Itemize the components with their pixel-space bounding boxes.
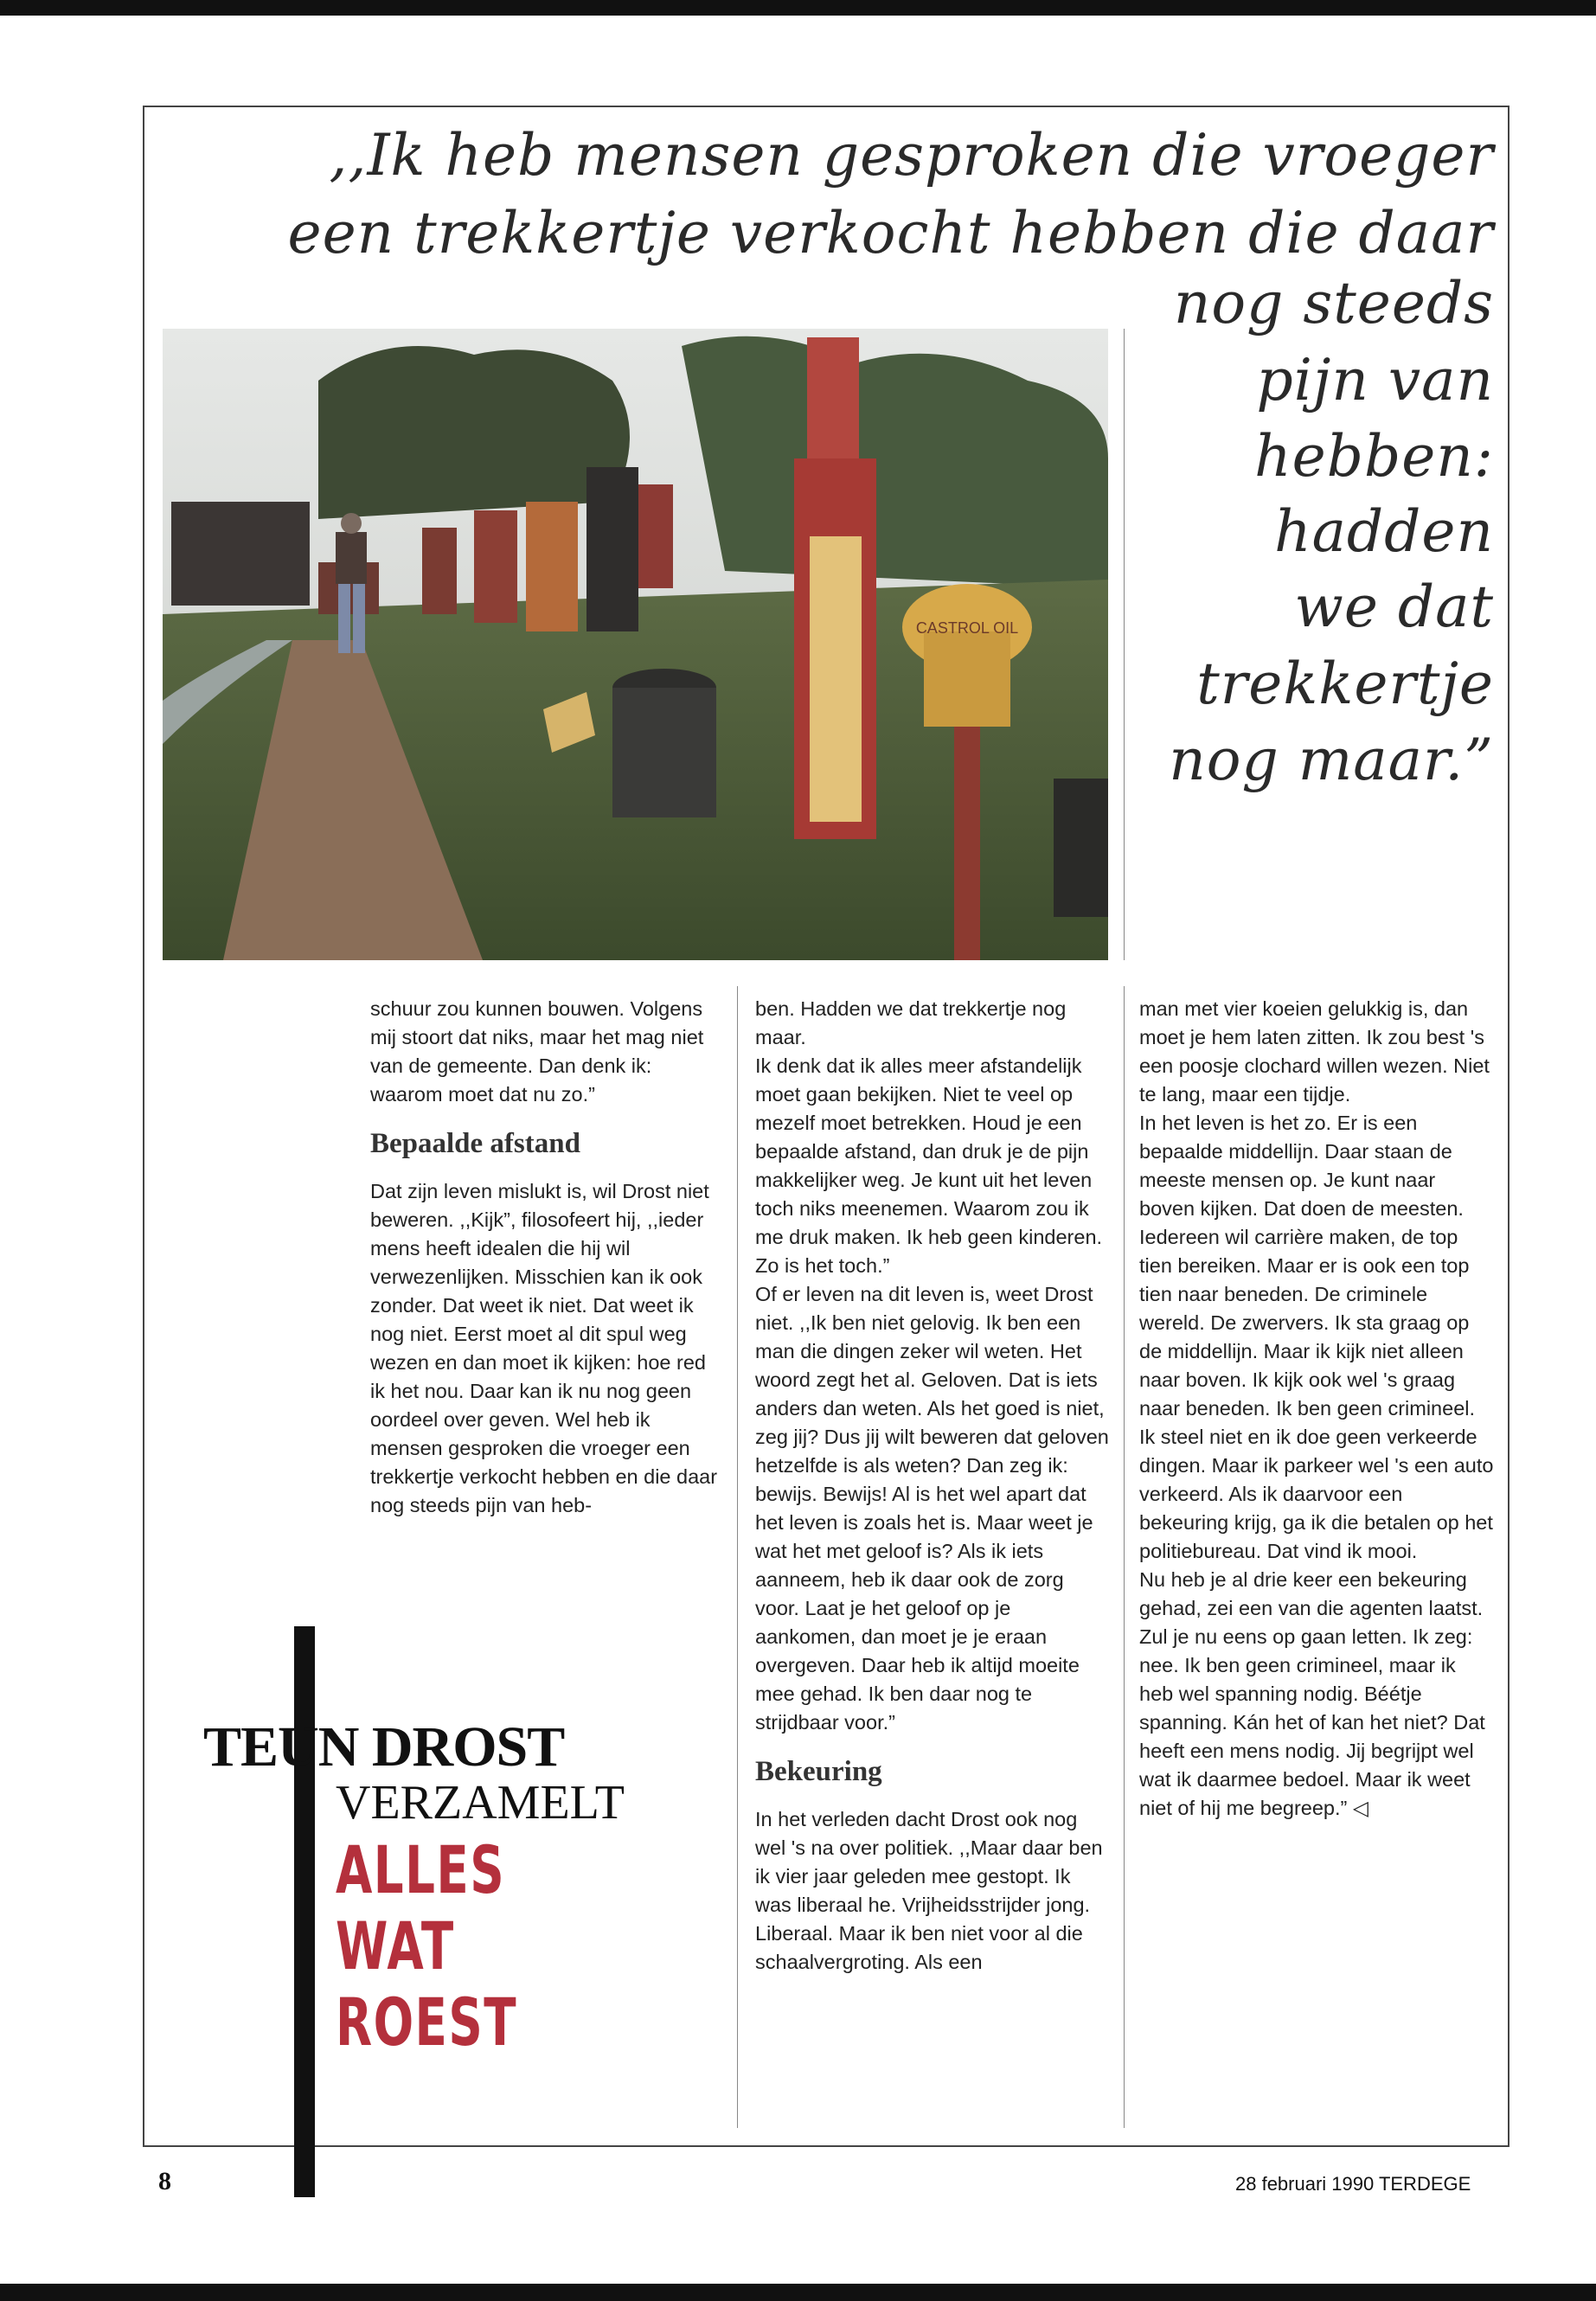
heading-bepaalde-afstand: Bepaalde afstand: [370, 1128, 580, 1159]
col2-p3: Of er leven na dit leven is, weet Drost niet. ,,Ik ben niet gelovig. Ik ben een man die dingen zeker wil weten. Het woord zegt het al. Geloven. Dat is iets anders dan weten. Als het goed is niet, zeg jij? Dus jij wilt beweren dat geloven hetzelfde is als weten? Dan zeg ik: bewijs. Bewijs! Al is het wel apart dat het leven is zoals het is. Maar weet je wat het met geloof is? Als ik iets aanneem, heb ik daar ook de zorg voor. Laat je het geloof op je aankomen, dan moet je je eraan overgeven. Daar heb ik altijd moeite mee gehad. Ik ben daar nog te strijdbaar voor.”: [755, 1283, 1109, 1734]
col2-p4: In het verleden dacht Drost ook nog wel 's na over politiek. ,,Maar daar ben ik vier jaar geleden mee gestopt. Ik was liberaal he. Vrijheidsstrijder jong. Liberaal. Maar ik ben niet voor al die schaalvergroting. Als een: [755, 1808, 1103, 1973]
title-roest: ROEST: [336, 1984, 517, 2061]
article-photo: [163, 329, 1108, 960]
pull-quote-line-9: nog maar.”: [1169, 727, 1494, 793]
junkyard-photo-illustration: [163, 329, 1108, 960]
column-rule-2: [1124, 986, 1125, 2128]
col1-intro: schuur zou kunnen bouwen. Volgens mij stoort dat niks, maar het mag niet van de gemeente. Dan denk ik: waarom moet dat nu zo.”: [370, 997, 704, 1106]
bottom-border: [0, 2284, 1596, 2301]
col2-p1: ben. Hadden we dat trekkertje nog maar.: [755, 997, 1067, 1048]
pull-quote-line-1: ,,Ik heb mensen gesproken die vroeger: [329, 122, 1494, 189]
pull-quote-line-8: trekkertje: [1196, 651, 1494, 717]
title-cross-bar: [294, 1626, 315, 2197]
title-alles-wat-roest: [336, 1832, 517, 2061]
column-rule-1: [737, 986, 738, 2128]
col3-p1: man met vier koeien gelukkig is, dan moet je hem laten zitten. Ik zou best 's een poosje clochard willen wezen. Niet te lang, maar een tijdje.: [1139, 997, 1490, 1106]
pull-quote-line-4: pijn van: [1256, 347, 1494, 413]
column-1: [370, 995, 725, 1520]
footer-date-magazine: 28 februari 1990 TERDEGE: [1235, 2173, 1471, 2195]
castrol-sign: CASTROL OIL: [915, 619, 1019, 637]
col3-p3: Nu heb je al drie keer een bekeuring gehad, zei een van die agenten laatst. Zul je nu eens op gaan letten. Ik zeg: nee. Ik ben geen crimineel, maar ik heb wel spanning nodig. Béétje spanning. Kán het of kan het niet? Dat heeft een mens nodig. Jij begrijpt wel wat ik daarmee bedoel. Maar ik weet niet of hij me begreep.” ◁: [1139, 1568, 1485, 1819]
pull-quote-line-7: we dat: [1294, 574, 1494, 640]
col2-p2: Ik denk dat ik alles meer afstandelijk moet gaan bekijken. Niet te veel op mezelf moet betrekken. Houd je een bepaalde afstand, dan druk je de pijn makkelijker weg. Je kunt uit het leven toch niks meenemen. Waarom zou ik me druk maken. Ik heb geen kinderen. Zo is het toch.”: [755, 1054, 1103, 1277]
page-number: 8: [158, 2167, 171, 2195]
column-3: [1139, 995, 1494, 1823]
column-2: [755, 995, 1110, 1977]
pull-quote-line-6: hadden: [1274, 498, 1494, 565]
pull-quote-line-2: een trekkertje verkocht hebben die daar: [287, 200, 1494, 266]
top-border: [0, 0, 1596, 16]
title-wat: WAT: [336, 1907, 455, 1984]
title-teun-drost: TEUN DROST: [203, 1715, 565, 1779]
pull-quote-line-3: nog steeds: [1173, 270, 1494, 336]
pull-quote-line-5: hebben:: [1254, 423, 1494, 490]
col3-p2: In het leven is het zo. Er is een bepaalde middellijn. Daar staan de meeste mensen op. Je kunt naar boven kijken. Dat doen de meesten. Iedereen wil carrière maken, de top tien bereiken. Maar er is ook een top tien naar beneden. De criminele wereld. De zwervers. Ik sta graag op de middellijn. Maar ik kijk niet alleen naar boven. Ik kijk ook wel 's graag naar beneden. Ik ben geen crimineel. Ik steel niet en ik doe geen verkeerde dingen. Maar ik parkeer wel 's een auto verkeerd. Als ik daarvoor een bekeuring krijg, ga ik die betalen op het politiebureau. Dat vind ik mooi.: [1139, 1112, 1494, 1562]
column-rule-photo: [1124, 329, 1125, 960]
heading-bekeuring: Bekeuring: [755, 1756, 882, 1787]
title-alles: ALLES: [336, 1831, 506, 1908]
col1-body: Dat zijn leven mislukt is, wil Drost niet beweren. ,,Kijk”, filosofeert hij, ,,ieder mens heeft idealen die hij wil verwezenlijken. Misschien kan ik ook zonder. Dat weet ik niet. Dat weet ik nog niet. Eerst moet al dit spul weg wezen en dan moet ik kijken: hoe red ik het nou. Daar kan ik nu nog geen oordeel over geven. Wel heb ik mensen gesproken die vroeger een trekkertje verkocht hebben en die daar nog steeds pijn van heb-: [370, 1180, 718, 1516]
title-verzamelt: VERZAMELT: [336, 1776, 625, 1830]
